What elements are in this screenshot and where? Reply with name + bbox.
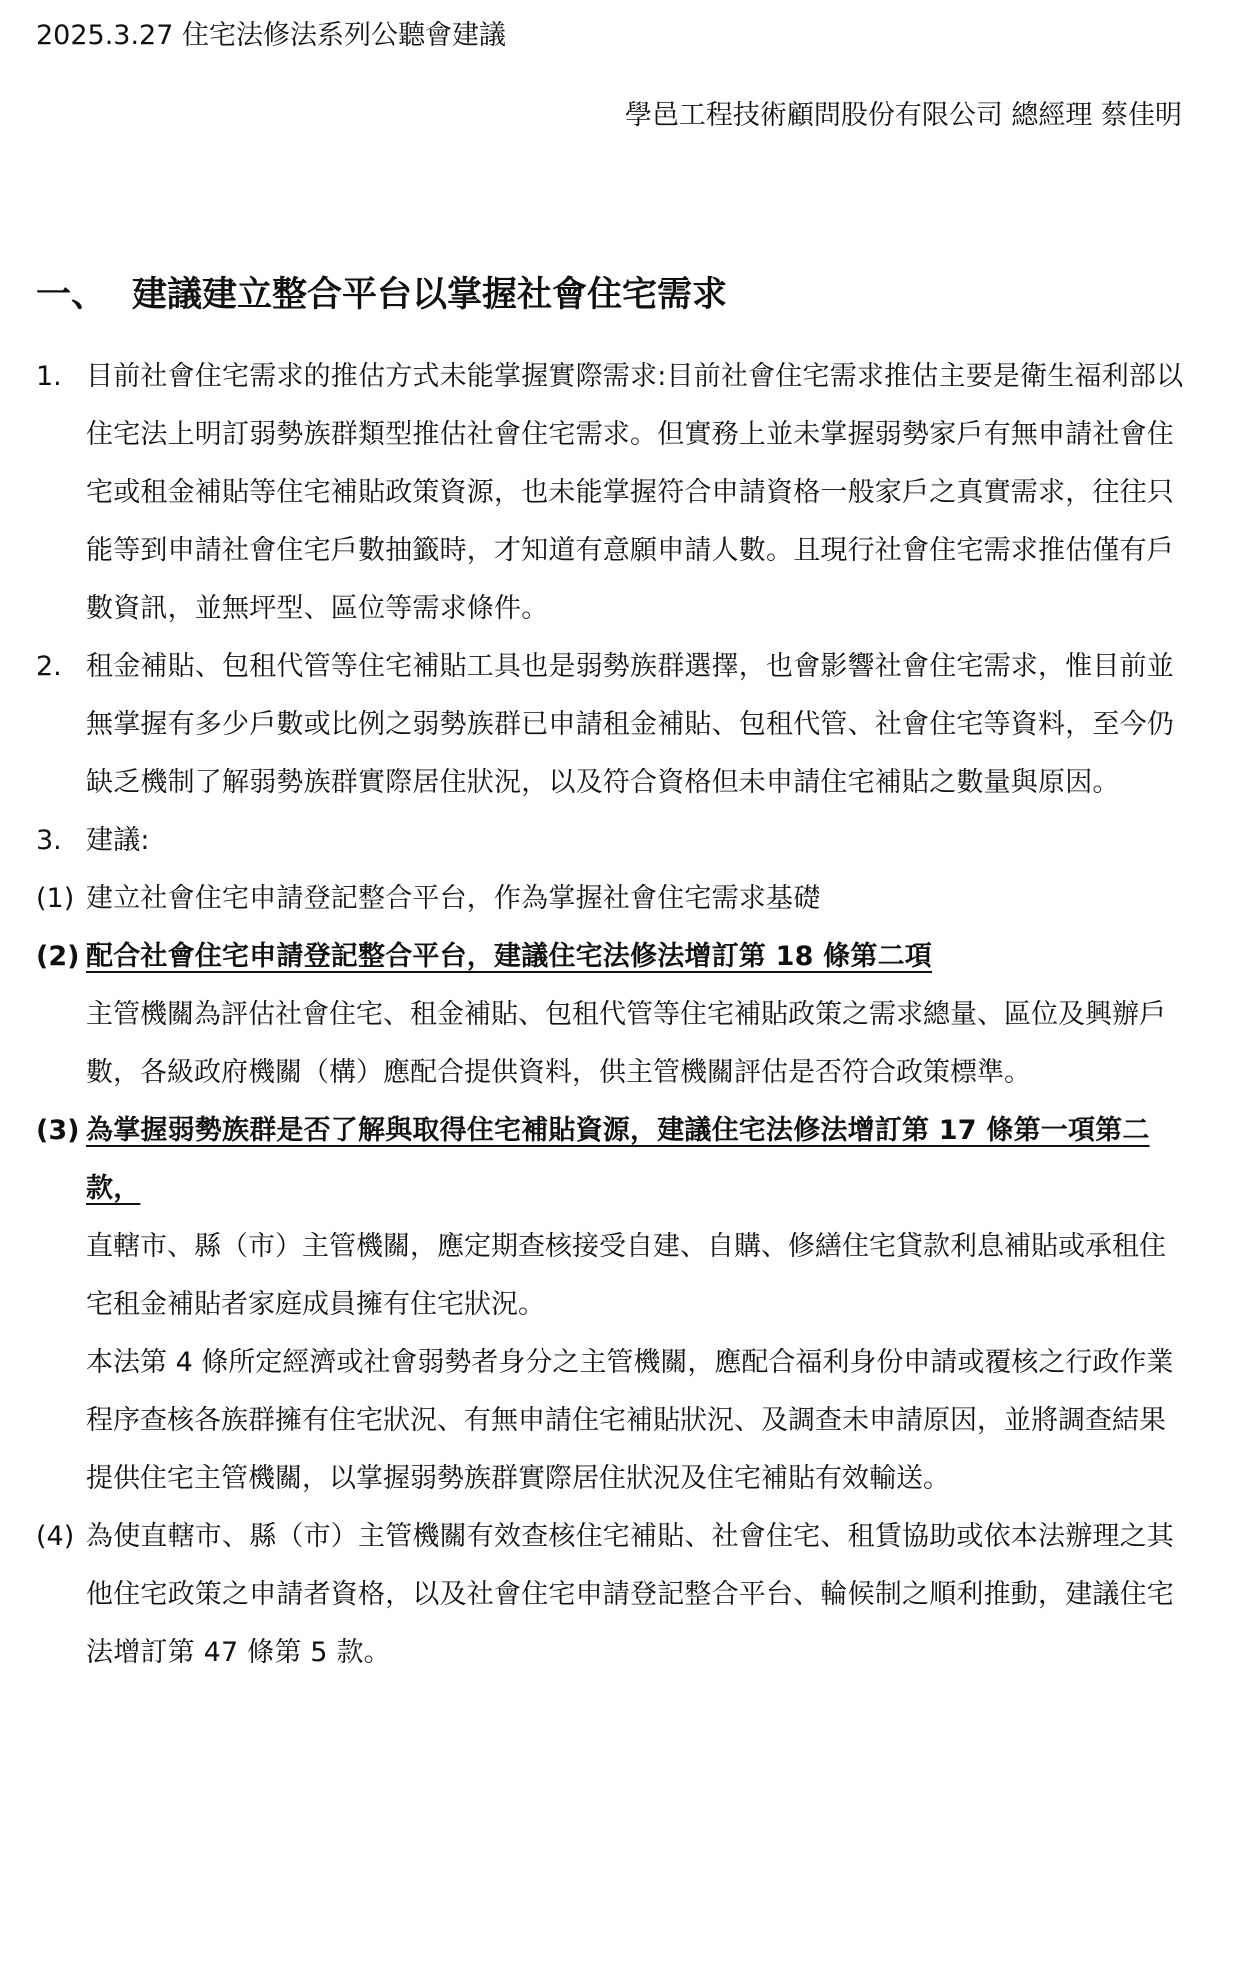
list-item-1 [36, 348, 1186, 638]
sub-item-marker: (4) [36, 1521, 75, 1552]
sub-item-marker: (1) [36, 883, 75, 914]
sub-item-4 [36, 1508, 1186, 1682]
document-date-title: 2025.3.27 住宅法修法系列公聽會建議 [36, 20, 506, 51]
list-item-text: 目前社會住宅需求的推估方式未能掌握實際需求:目前社會住宅需求推估主要是衛生福利部以住宅法上明訂弱勢族群類型推估社會住宅需求。但實務上並未掌握弱勢家戶有無申請社會住宅或租金補貼等住宅補貼政策資源，也未能掌握符合申請資格一般家戶之真實需求，往往只能等到申請社會住宅戶數抽籤時，才知道有意願申請人數。且現行社會住宅需求推估僅有戶數資訊，並無坪型、區位等需求條件。 [86, 361, 1184, 624]
list-item-2 [36, 638, 1186, 812]
sub-item-2 [36, 928, 1186, 986]
document-author: 學邑工程技術顧問股份有限公司 總經理 蔡佳明 [624, 100, 1182, 131]
sub-item-heading: 配合社會住宅申請登記整合平台，建議住宅法修法增訂第 18 條第二項 [86, 941, 932, 972]
list-item-text: 建議: [86, 825, 150, 856]
list-item-text: 租金補貼、包租代管等住宅補貼工具也是弱勢族群選擇，也會影響社會住宅需求，惟目前並無掌握有多少戶數或比例之弱勢族群已申請租金補貼、包租代管、社會住宅等資料，至今仍缺乏機制了解弱勢族群實際居住狀況，以及符合資格但未申請住宅補貼之數量與原因。 [86, 651, 1174, 798]
list-marker: 2. [36, 651, 62, 682]
list-marker: 3. [36, 825, 62, 856]
document-body [36, 348, 1186, 1682]
sub-item-heading: 為掌握弱勢族群是否了解與取得住宅補貼資源，建議住宅法修法增訂第 17 條第一項第二款， [86, 1115, 1150, 1204]
sub-item-text: 為使直轄市、縣（市）主管機關有效查核住宅補貼、社會住宅、租賃協助或依本法辦理之其他住宅政策之申請者資格，以及社會住宅申請登記整合平台、輪候制之順利推動，建議住宅法增訂第 47 條第 5 款。 [86, 1521, 1174, 1668]
sub-item-marker: (3) [36, 1115, 80, 1146]
sub-item-marker: (2) [36, 941, 80, 972]
sub-item-3 [36, 1102, 1186, 1218]
section-title-text: 建議建立整合平台以掌握社會住宅需求 [132, 275, 728, 315]
list-marker: 1. [36, 361, 62, 392]
section-number: 一、 [36, 275, 107, 315]
sub-item-1 [36, 870, 1186, 928]
sub-item-2-text: 主管機關為評估社會住宅、租金補貼、包租代管等住宅補貼政策之需求總量、區位及興辦戶數，各級政府機關（構）應配合提供資料，供主管機關評估是否符合政策標準。 [86, 999, 1166, 1088]
section-heading [36, 270, 727, 320]
sub-item-text: 建立社會住宅申請登記整合平台，作為掌握社會住宅需求基礎 [86, 883, 821, 914]
sub-item-3-text: 直轄市、縣（市）主管機關，應定期查核接受自建、自購、修繕住宅貸款利息補貼或承租住宅租金補貼者家庭成員擁有住宅狀況。 [86, 1231, 1166, 1320]
list-item-3 [36, 812, 1186, 870]
sub-item-3-text-2: 本法第 4 條所定經濟或社會弱勢者身分之主管機關，應配合福利身份申請或覆核之行政作業程序查核各族群擁有住宅狀況、有無申請住宅補貼狀況、及調查未申請原因，並將調查結果提供住宅主管機關，以掌握弱勢族群實際居住狀況及住宅補貼有效輸送。 [86, 1347, 1174, 1494]
